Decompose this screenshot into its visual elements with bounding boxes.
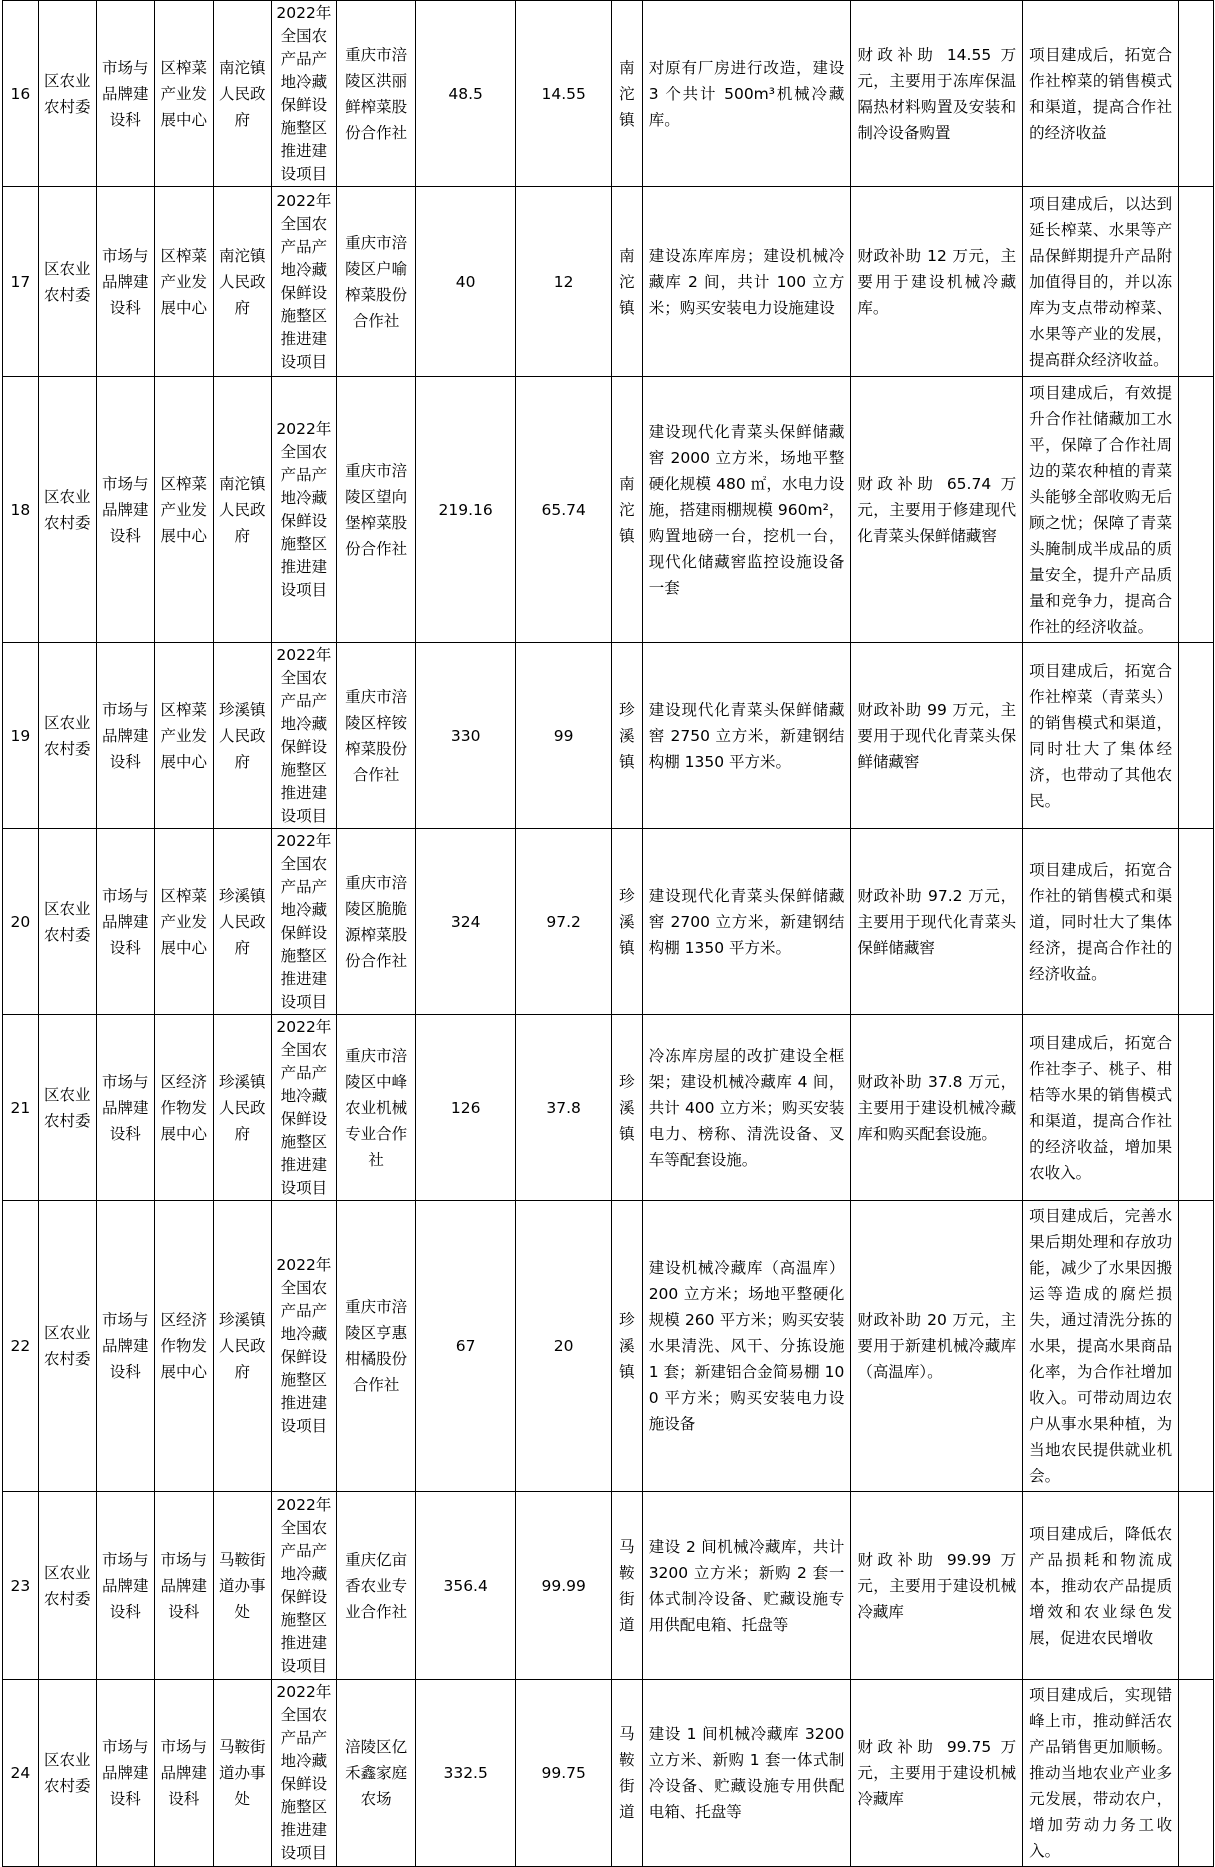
center-cell: 区榨菜产业发展中心 [154, 643, 213, 829]
funding-use-cell: 财政补助 97.2 万元，主要用于现代化青菜头保鲜储藏窖 [851, 829, 1023, 1015]
town-cell: 南沱镇 [612, 1, 643, 187]
project-name-cell: 2022年全国农产品产地冷藏保鲜设施整区推进建设项目 [271, 1492, 336, 1680]
total-investment-cell: 40 [416, 187, 516, 377]
section-cell: 市场与品牌建设科 [96, 187, 154, 377]
funding-use-cell: 财政补助 37.8 万元，主要用于建设机械冷藏库和购买配套设施。 [851, 1015, 1023, 1201]
table-row [3, 829, 1214, 1015]
project-name-cell: 2022年全国农产品产地冷藏保鲜设施整区推进建设项目 [271, 1, 336, 187]
town-cell: 南沱镇 [612, 377, 643, 643]
department-cell: 区农业农村委 [38, 643, 96, 829]
benefit-cell: 项目建成后，有效提升合作社储藏加工水平，保障了合作社周边的菜农种植的青菜头能够全部收购无后顾之忧；保障了青菜头腌制成半成品的质量安全，提升产品质量和竞争力，提高合作社的经济收益。 [1023, 377, 1179, 643]
subsidy-cell: 37.8 [516, 1015, 612, 1201]
department-cell: 区农业农村委 [38, 1201, 96, 1492]
funding-use-cell: 财政补助 20 万元，主要用于新建机械冷藏库（高温库）。 [851, 1201, 1023, 1492]
town-cell: 南沱镇 [612, 187, 643, 377]
entity-cell: 重庆市涪陵区望向堡榨菜股份合作社 [337, 377, 416, 643]
row-number: 17 [3, 187, 39, 377]
section-cell: 市场与品牌建设科 [96, 1492, 154, 1680]
entity-cell: 重庆市涪陵区中峰农业机械专业合作社 [337, 1015, 416, 1201]
entity-cell: 重庆市涪陵区脆脆源榨菜股份合作社 [337, 829, 416, 1015]
department-cell: 区农业农村委 [38, 1015, 96, 1201]
remarks-cell [1179, 377, 1214, 643]
project-name-cell: 2022年全国农产品产地冷藏保鲜设施整区推进建设项目 [271, 1680, 336, 1867]
section-cell: 市场与品牌建设科 [96, 829, 154, 1015]
remarks-cell [1179, 1015, 1214, 1201]
table-row [3, 1015, 1214, 1201]
section-cell: 市场与品牌建设科 [96, 1201, 154, 1492]
total-investment-cell: 219.16 [416, 377, 516, 643]
section-cell: 市场与品牌建设科 [96, 1680, 154, 1867]
entity-cell: 重庆市涪陵区洪丽鲜榨菜股份合作社 [337, 1, 416, 187]
center-cell: 区经济作物发展中心 [154, 1201, 213, 1492]
row-number: 24 [3, 1680, 39, 1867]
subsidy-cell: 99.75 [516, 1680, 612, 1867]
row-number: 23 [3, 1492, 39, 1680]
total-investment-cell: 332.5 [416, 1680, 516, 1867]
center-cell: 区榨菜产业发展中心 [154, 1, 213, 187]
funding-use-cell: 财政补助 99 万元，主要用于现代化青菜头保鲜储藏窖 [851, 643, 1023, 829]
construction-content-cell: 建设现代化青菜头保鲜储藏窖 2700 立方米，新建钢结构棚 1350 平方米。 [642, 829, 851, 1015]
construction-content-cell: 对原有厂房进行改造，建设 3 个共计 500m³机械冷藏库。 [642, 1, 851, 187]
center-cell: 区榨菜产业发展中心 [154, 829, 213, 1015]
center-cell: 区经济作物发展中心 [154, 1015, 213, 1201]
center-cell: 区榨菜产业发展中心 [154, 377, 213, 643]
government-cell: 珍溪镇人民政府 [213, 1015, 271, 1201]
subsidy-cell: 65.74 [516, 377, 612, 643]
project-name-cell: 2022年全国农产品产地冷藏保鲜设施整区推进建设项目 [271, 187, 336, 377]
construction-content-cell: 建设现代化青菜头保鲜储藏窖 2000 立方米，场地平整硬化规模 480 ㎡，水电力设施，搭建雨棚规模 960m²，购置地磅一台，挖机一台，现代化储藏窖监控设施设备一套 [642, 377, 851, 643]
section-cell: 市场与品牌建设科 [96, 1015, 154, 1201]
table-row [3, 1, 1214, 187]
government-cell: 珍溪镇人民政府 [213, 829, 271, 1015]
remarks-cell [1179, 643, 1214, 829]
table-row [3, 187, 1214, 377]
benefit-cell: 项目建成后，完善水果后期处理和存放功能，减少了水果因搬运等造成的腐烂损失，通过清洗分拣的水果，提高水果商品化率，为合作社增加收入。可带动周边农户从事水果种植，为当地农民提供就业机会。 [1023, 1201, 1179, 1492]
subsidy-cell: 97.2 [516, 829, 612, 1015]
table-row [3, 643, 1214, 829]
government-cell: 珍溪镇人民政府 [213, 643, 271, 829]
total-investment-cell: 67 [416, 1201, 516, 1492]
table-row [3, 377, 1214, 643]
subsidy-cell: 14.55 [516, 1, 612, 187]
entity-cell: 涪陵区亿禾鑫家庭农场 [337, 1680, 416, 1867]
row-number: 19 [3, 643, 39, 829]
benefit-cell: 项目建成后，以达到延长榨菜、水果等产品保鲜期提升产品附加值得目的，并以冻库为支点带动榨菜、水果等产业的发展，提高群众经济收益。 [1023, 187, 1179, 377]
remarks-cell [1179, 1680, 1214, 1867]
project-table [2, 0, 1214, 1867]
section-cell: 市场与品牌建设科 [96, 377, 154, 643]
entity-cell: 重庆市涪陵区户喻榨菜股份合作社 [337, 187, 416, 377]
government-cell: 马鞍街道办事处 [213, 1492, 271, 1680]
subsidy-cell: 20 [516, 1201, 612, 1492]
department-cell: 区农业农村委 [38, 1680, 96, 1867]
project-name-cell: 2022年全国农产品产地冷藏保鲜设施整区推进建设项目 [271, 829, 336, 1015]
total-investment-cell: 324 [416, 829, 516, 1015]
town-cell: 珍溪镇 [612, 643, 643, 829]
benefit-cell: 项目建成后，拓宽合作社榨菜（青菜头）的销售模式和渠道，同时壮大了集体经济，也带动了其他农民。 [1023, 643, 1179, 829]
government-cell: 南沱镇人民政府 [213, 377, 271, 643]
center-cell: 市场与品牌建设科 [154, 1492, 213, 1680]
funding-use-cell: 财政补助 14.55 万元，主要用于冻库保温隔热材料购置及安装和制冷设备购置 [851, 1, 1023, 187]
benefit-cell: 项目建成后，降低农产品损耗和物流成本，推动农产品提质增效和农业绿色发展，促进农民增收 [1023, 1492, 1179, 1680]
government-cell: 南沱镇人民政府 [213, 187, 271, 377]
project-name-cell: 2022年全国农产品产地冷藏保鲜设施整区推进建设项目 [271, 1201, 336, 1492]
total-investment-cell: 330 [416, 643, 516, 829]
funding-use-cell: 财政补助 12 万元，主要用于建设机械冷藏库。 [851, 187, 1023, 377]
remarks-cell [1179, 187, 1214, 377]
benefit-cell: 项目建成后，拓宽合作社榨菜的销售模式和渠道，提高合作社的经济收益 [1023, 1, 1179, 187]
row-number: 16 [3, 1, 39, 187]
project-name-cell: 2022年全国农产品产地冷藏保鲜设施整区推进建设项目 [271, 1015, 336, 1201]
construction-content-cell: 建设机械冷藏库（高温库）200 立方米；场地平整硬化规模 260 平方米；购买安装水果清洗、风干、分拣设施 1 套；新建铝合金简易棚 100 平方米；购买安装电力设施设备 [642, 1201, 851, 1492]
department-cell: 区农业农村委 [38, 1492, 96, 1680]
construction-content-cell: 建设 1 间机械冷藏库 3200 立方米、新购 1 套一体式制冷设备、贮藏设施专用供配电箱、托盘等 [642, 1680, 851, 1867]
table-row [3, 1680, 1214, 1867]
town-cell: 珍溪镇 [612, 1015, 643, 1201]
department-cell: 区农业农村委 [38, 187, 96, 377]
total-investment-cell: 126 [416, 1015, 516, 1201]
total-investment-cell: 356.4 [416, 1492, 516, 1680]
entity-cell: 重庆市涪陵区梓铵榨菜股份合作社 [337, 643, 416, 829]
remarks-cell [1179, 1, 1214, 187]
remarks-cell [1179, 829, 1214, 1015]
center-cell: 区榨菜产业发展中心 [154, 187, 213, 377]
town-cell: 马鞍街道 [612, 1680, 643, 1867]
project-name-cell: 2022年全国农产品产地冷藏保鲜设施整区推进建设项目 [271, 377, 336, 643]
center-cell: 市场与品牌建设科 [154, 1680, 213, 1867]
benefit-cell: 项目建成后，拓宽合作社李子、桃子、柑桔等水果的销售模式和渠道，提高合作社的经济收益，增加果农收入。 [1023, 1015, 1179, 1201]
section-cell: 市场与品牌建设科 [96, 643, 154, 829]
town-cell: 珍溪镇 [612, 829, 643, 1015]
project-name-cell: 2022年全国农产品产地冷藏保鲜设施整区推进建设项目 [271, 643, 336, 829]
government-cell: 南沱镇人民政府 [213, 1, 271, 187]
table-row [3, 1492, 1214, 1680]
subsidy-cell: 99.99 [516, 1492, 612, 1680]
benefit-cell: 项目建成后，拓宽合作社的销售模式和渠道，同时壮大了集体经济，提高合作社的经济收益。 [1023, 829, 1179, 1015]
entity-cell: 重庆亿亩香农业专业合作社 [337, 1492, 416, 1680]
funding-use-cell: 财政补助 99.75 万元，主要用于建设机械冷藏库 [851, 1680, 1023, 1867]
town-cell: 马鞍街道 [612, 1492, 643, 1680]
government-cell: 珍溪镇人民政府 [213, 1201, 271, 1492]
remarks-cell [1179, 1492, 1214, 1680]
town-cell: 珍溪镇 [612, 1201, 643, 1492]
funding-use-cell: 财政补助 99.99 万元，主要用于建设机械冷藏库 [851, 1492, 1023, 1680]
row-number: 21 [3, 1015, 39, 1201]
department-cell: 区农业农村委 [38, 377, 96, 643]
entity-cell: 重庆市涪陵区亨惠柑橘股份合作社 [337, 1201, 416, 1492]
benefit-cell: 项目建成后，实现错峰上市，推动鲜活农产品销售更加顺畅。推动当地农业产业多元发展，带动农户，增加劳动力务工收入。 [1023, 1680, 1179, 1867]
construction-content-cell: 建设冻库库房；建设机械冷藏库 2 间，共计 100 立方米；购买安装电力设施建设 [642, 187, 851, 377]
construction-content-cell: 建设 2 间机械冷藏库，共计 3200 立方米；新购 2 套一体式制冷设备、贮藏设施专用供配电箱、托盘等 [642, 1492, 851, 1680]
funding-use-cell: 财政补助 65.74 万元，主要用于修建现代化青菜头保鲜储藏窖 [851, 377, 1023, 643]
subsidy-cell: 12 [516, 187, 612, 377]
construction-content-cell: 冷冻库房屋的改扩建设全框架；建设机械冷藏库 4 间，共计 400 立方米；购买安装电力、榜称、清洗设备、叉车等配套设施。 [642, 1015, 851, 1201]
row-number: 20 [3, 829, 39, 1015]
section-cell: 市场与品牌建设科 [96, 1, 154, 187]
table-row [3, 1201, 1214, 1492]
construction-content-cell: 建设现代化青菜头保鲜储藏窖 2750 立方米，新建钢结构棚 1350 平方米。 [642, 643, 851, 829]
subsidy-cell: 99 [516, 643, 612, 829]
remarks-cell [1179, 1201, 1214, 1492]
total-investment-cell: 48.5 [416, 1, 516, 187]
government-cell: 马鞍街道办事处 [213, 1680, 271, 1867]
department-cell: 区农业农村委 [38, 1, 96, 187]
table-body [3, 1, 1214, 1867]
row-number: 18 [3, 377, 39, 643]
row-number: 22 [3, 1201, 39, 1492]
department-cell: 区农业农村委 [38, 829, 96, 1015]
